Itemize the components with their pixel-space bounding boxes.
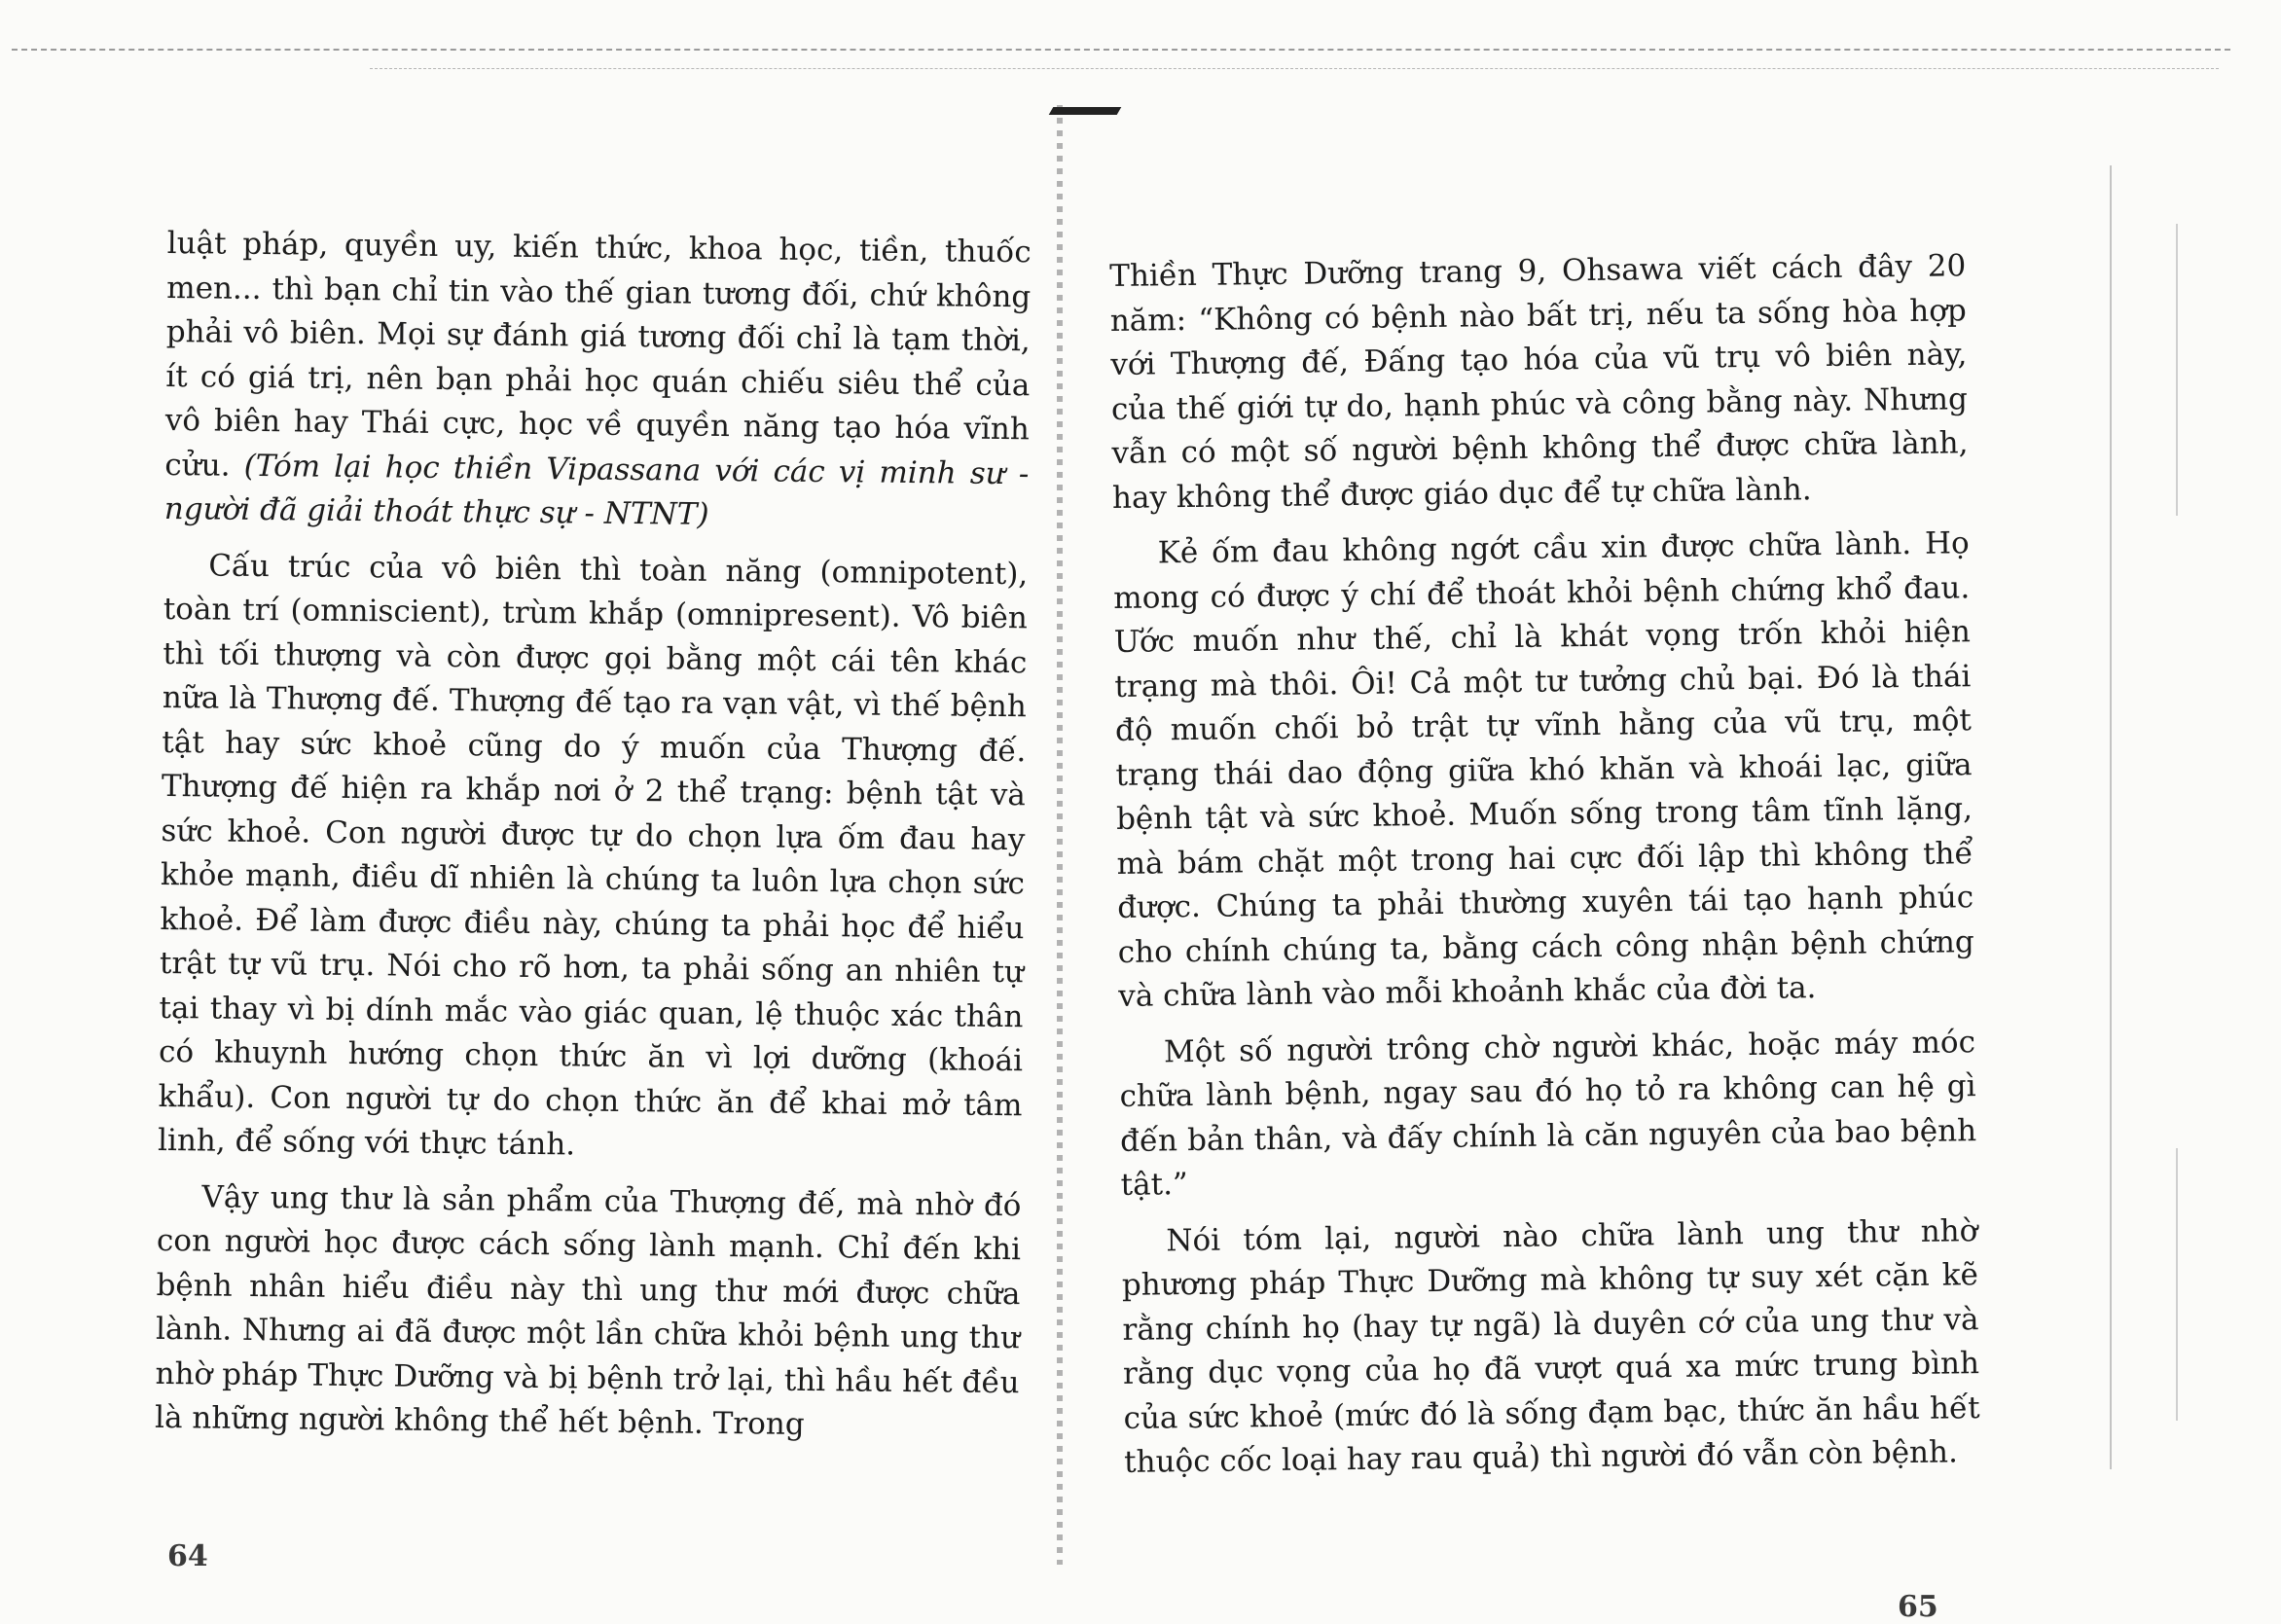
right-page (1109, 244, 1980, 1485)
paragraph: Kẻ ốm đau không ngớt cầu xin được chữa lành. Họ mong có được ý chí để thoát khỏi bệnh chứng khổ đau. Ước muốn như thế, chỉ là khát vọng trốn khỏi hiện trạng mà thôi. Ôi! Cả một tư tưởng chủ bại. Đó là thái độ muốn chối bỏ trật tự vĩnh hằng của vũ trụ, một trạng thái dao động giữa khó khăn và khoái lạc, giữa bệnh tật và sức khoẻ. Muốn sống trong tâm tĩnh lặng, mà bám chặt một trong hai cực đối lập thì không thể được. Chúng ta phải thường xuyên tái tạo hạnh phúc cho chính chúng ta, bằng cách công nhận bệnh chứng và chữa lành vào mỗi khoảnh khắc của đời ta. (1113, 525, 1974, 1014)
paragraph: Vậy ung thư là sản phẩm của Thượng đế, mà nhờ đó con người học được cách sống lành mạnh. Chỉ đến khi bệnh nhân hiểu điều này thì ung thư mới được chữa lành. Nhưng ai đã được một lần chữa khỏi bệnh ung thư nhờ pháp Thực Dưỡng và bị bệnh trở lại, thì hầu hết đều là những người không thể hết bệnh. Trong (154, 1178, 1022, 1442)
paragraph: Một số người trông chờ người khác, hoặc máy móc chữa lành bệnh, ngay sau đó họ tỏ ra không can hệ gì đến bản thân, và đấy chính là căn nguyên của bao bệnh tật.” (1119, 1024, 1977, 1203)
page-number-left: 64 (167, 1539, 208, 1573)
page-edge (2110, 165, 2112, 1469)
italic-note: (Tóm lại học thiền Vipassana với các vị minh sư - người đã giải thoát thực sự - NTNT) (163, 448, 1030, 532)
paragraph: luật pháp, quyền uy, kiến thức, khoa học, tiền, thuốc men... thì bạn chỉ tin vào thế gian tương đối, chứ không phải vô biên. Mọi sự đánh giá tương đối chỉ là tạm thời, ít có giá trị, nên bạn phải học quán chiếu siêu thể của vô biên hay Thái cực, học về quyền năng tạo hóa vĩnh cửu. (Tóm lại học thiền Vipassana với các vị minh sư - người đã giải thoát thực sự - NTNT) (163, 225, 1032, 532)
spine-mark (1049, 107, 1122, 115)
paragraph: Nói tóm lại, người nào chữa lành ung thư nhờ phương pháp Thực Dưỡng mà không tự suy xét cặn kẽ rằng chính họ (hay tự ngã) là duyên cớ của ung thư và rằng dục vọng của họ đã vượt quá xa mức trung bình của sức khoẻ (mức đó là sống đạm bạc, thức ăn hầu hết thuộc cốc loại hay rau quả) thì người đó vẫn còn bệnh. (1121, 1212, 1980, 1480)
paragraph: Thiền Thực Dưỡng trang 9, Ohsawa viết cách đây 20 năm: “Không có bệnh nào bất trị, nếu ta sống hòa hợp với Thượng đế, Đấng tạo hóa của vũ trụ vô biên này, của thế giới tự do, hạnh phúc và công bằng này. Nhưng vẫn có một số người bệnh không thể được chữa lành, hay không thể được giáo dục để tự chữa lành. (1109, 248, 1969, 516)
scan-top-edge (12, 49, 2230, 51)
scan-top-edge-secondary (370, 68, 2219, 69)
page-edge-mark (2176, 224, 2178, 516)
book-spine (1057, 105, 1063, 1565)
page-edge-mark (2176, 1148, 2178, 1421)
left-page (155, 222, 1032, 1450)
page-number-right: 65 (1898, 1590, 1938, 1624)
paragraph: Cấu trúc của vô biên thì toàn năng (omnipotent), toàn trí (omniscient), trùm khắp (omnipresent). Vô biên thì tối thượng và còn được gọi bằng một cái tên khác nữa là Thượng đế. Thượng đế tạo ra vạn vật, vì thế bệnh tật hay sức khoẻ cũng do ý muốn của Thượng đế. Thượng đế hiện ra khắp nơi ở 2 thể trạng: bệnh tật và sức khoẻ. Con người được tự do chọn lựa ốm đau hay khỏe mạnh, điều dĩ nhiên là chúng ta luôn lựa chọn sức khoẻ. Để làm được điều này, chúng ta phải học để hiểu trật tự vũ trụ. Nói cho rõ hơn, ta phải sống an nhiên tự tại thay vì bị dính mắc vào giác quan, lệ thuộc xác thân có khuynh hướng chọn thức ăn vì lợi dưỡng (khoái khẩu). Con người tự do chọn thức ăn để khai mở tâm linh, để sống với thực tánh. (157, 547, 1029, 1163)
